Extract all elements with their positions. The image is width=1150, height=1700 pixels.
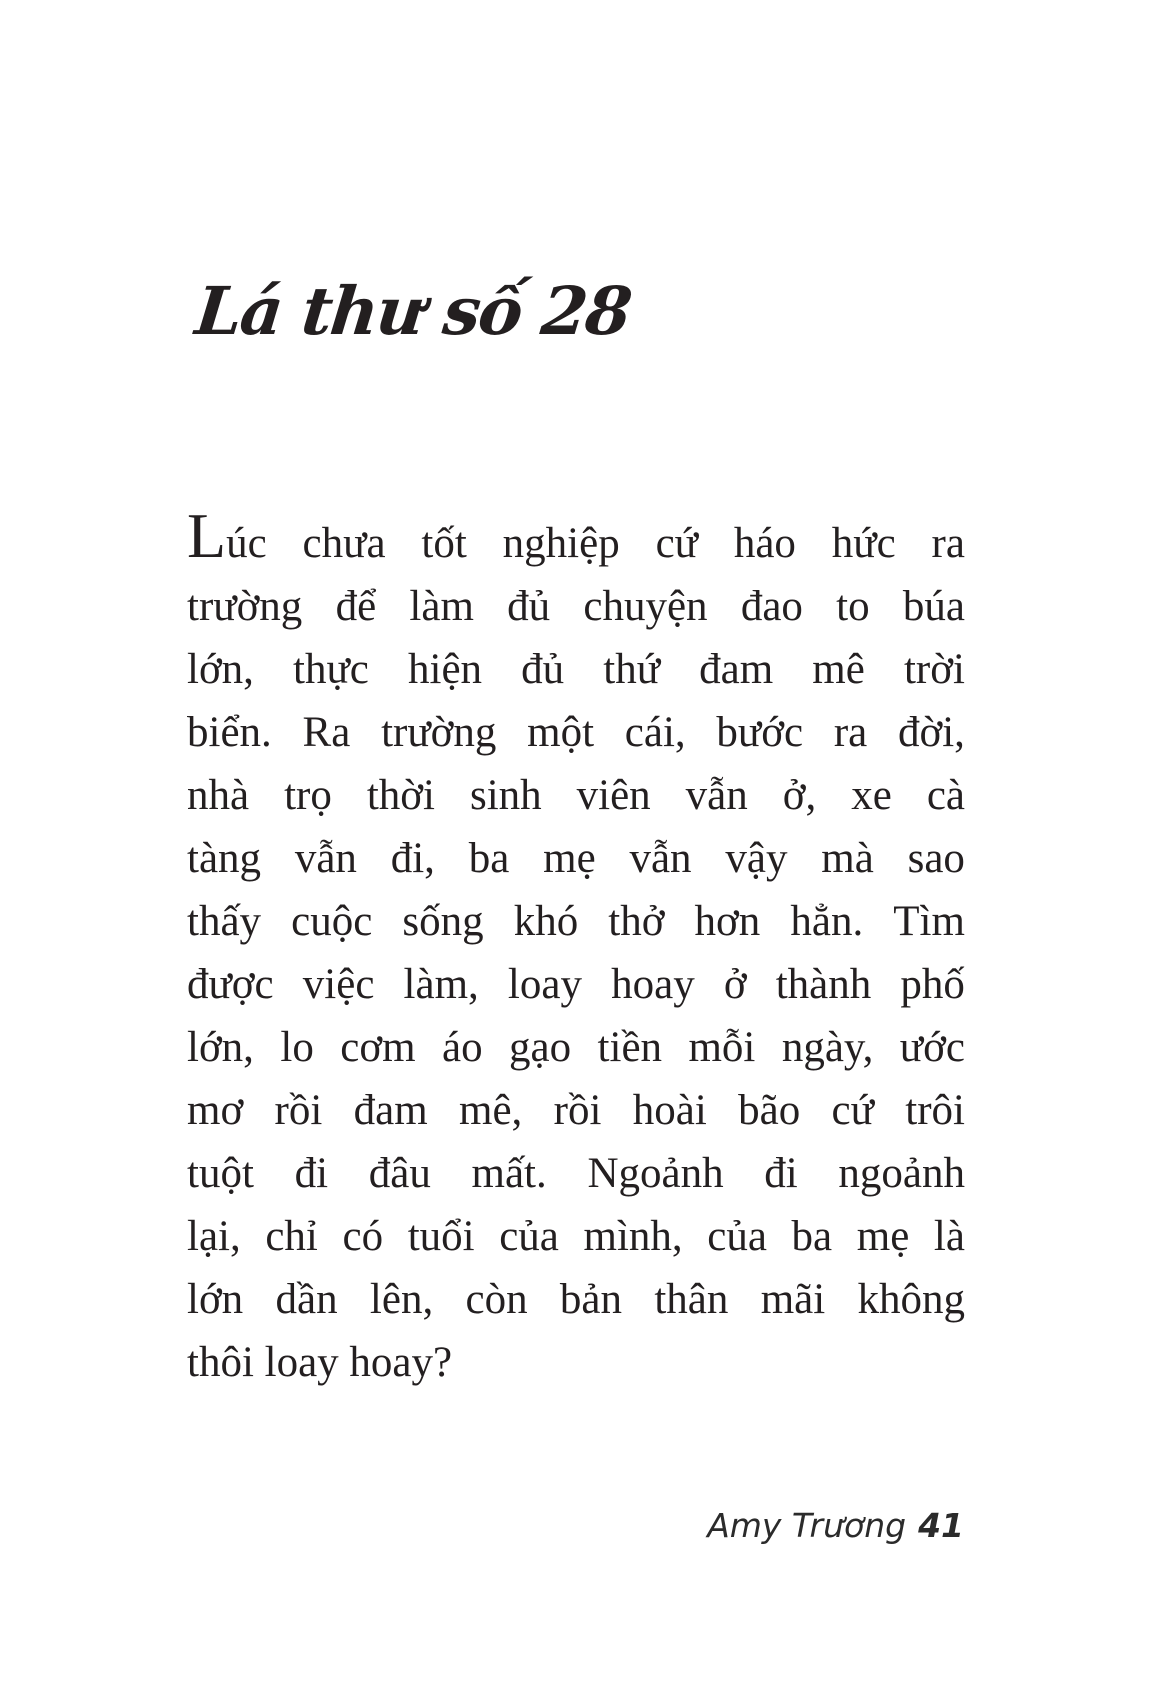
body-paragraph [187, 500, 965, 1394]
author-name: Amy Trương [707, 1506, 907, 1545]
body-line-5: nhà trọ thời sinh viên vẫn ở, xe cà [187, 772, 965, 819]
drop-cap-word [187, 500, 267, 575]
page-number: 41 [918, 1506, 964, 1545]
drop-cap-word-rest: úc [226, 520, 267, 567]
body-line-8: được việc làm, loay hoay ở thành phố [187, 961, 965, 1008]
body-line-9: lớn, lo cơm áo gạo tiền mỗi ngày, ước [187, 1024, 965, 1071]
body-line-6: tàng vẫn đi, ba mẹ vẫn vậy mà sao [187, 835, 965, 882]
body-line-13: lớn dần lên, còn bản thân mãi không [187, 1276, 965, 1323]
body-line-10: mơ rồi đam mê, rồi hoài bão cứ trôi [187, 1087, 965, 1134]
body-line-12: lại, chỉ có tuổi của mình, của ba mẹ là [187, 1213, 965, 1260]
body-line-3: lớn, thực hiện đủ thứ đam mê trời [187, 646, 965, 693]
drop-cap: L [187, 500, 227, 571]
page-footer [707, 1506, 964, 1545]
chapter-title: Lá thư số 28 [192, 272, 634, 350]
body-line-4: biển. Ra trường một cái, bước ra đời, [187, 709, 965, 756]
body-line-7: thấy cuộc sống khó thở hơn hẳn. Tìm [187, 898, 965, 945]
body-line-14: thôi loay hoay? [187, 1339, 453, 1386]
body-line-1: Lúc chưa tốt nghiệp cứ háo hức ra [187, 512, 965, 575]
body-line-2: trường để làm đủ chuyện đao to búa [187, 583, 965, 630]
body-line-11: tuột đi đâu mất. Ngoảnh đi ngoảnh [187, 1150, 965, 1197]
